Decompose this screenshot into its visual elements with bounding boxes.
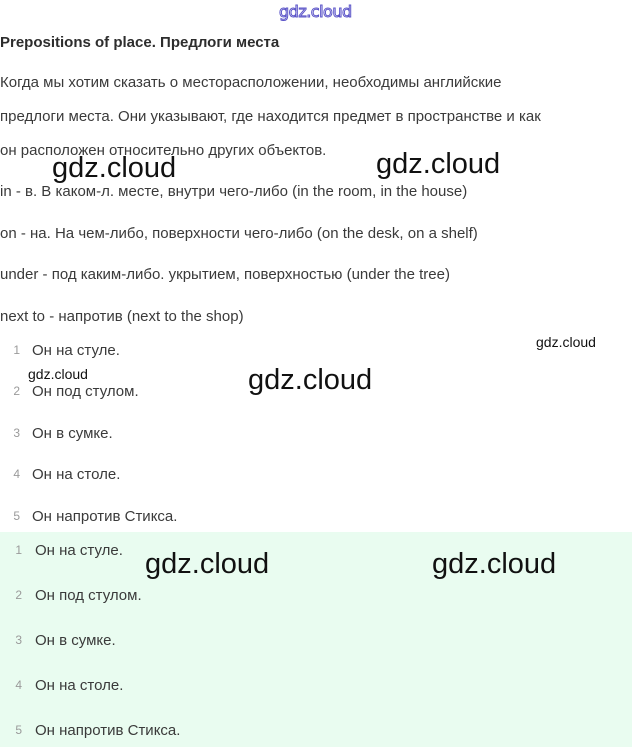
- watermark: gdz.cloud: [145, 548, 270, 580]
- rule-in: in - в. В каком-л. месте, внутри чего-либо (in the room, in the house): [0, 183, 468, 200]
- item-number: 2: [15, 588, 22, 602]
- watermark: gdz.cloud: [52, 152, 177, 184]
- list-item: [0, 335, 120, 365]
- item-number: 5: [13, 509, 20, 523]
- watermark: gdz.cloud: [536, 334, 596, 350]
- rule-under: under - под каким-либо. укрытием, поверхностью (under the tree): [0, 266, 450, 283]
- intro-line: он расположен относительно других объектов.: [0, 142, 327, 159]
- item-number: 3: [13, 426, 20, 440]
- list-item: [0, 459, 120, 489]
- item-text: Он напротив Стикса.: [35, 721, 181, 739]
- item-text: Он на столе.: [35, 676, 124, 694]
- item-number: 5: [15, 723, 22, 737]
- answer-item: [0, 580, 142, 610]
- list-item: [0, 418, 113, 448]
- item-text: Он под стулом.: [35, 586, 142, 604]
- item-number: 4: [15, 678, 22, 692]
- item-text: Он в сумке.: [32, 424, 113, 442]
- item-text: Он в сумке.: [35, 631, 116, 649]
- answer-item: [0, 715, 180, 745]
- answer-item: [0, 535, 123, 565]
- intro-line: предлоги места. Они указывают, где находится предмет в пространстве и как: [0, 108, 541, 125]
- watermark: gdz.cloud: [432, 548, 557, 580]
- watermark: gdz.cloud: [248, 364, 373, 396]
- watermark: gdz.cloud: [376, 148, 501, 180]
- item-text: Он на стуле.: [35, 541, 123, 559]
- rule-next-to: next to - напротив (next to the shop): [0, 308, 244, 325]
- intro-line: Когда мы хотим сказать о месторасположении, необходимы английские: [0, 74, 502, 91]
- item-number: 2: [13, 384, 20, 398]
- item-text: Он на столе.: [32, 465, 121, 483]
- watermark: gdz.cloud: [28, 366, 88, 382]
- item-number: 4: [13, 467, 20, 481]
- site-logo[interactable]: gdz.cloud: [279, 2, 352, 21]
- item-number: 1: [13, 343, 20, 357]
- item-number: 1: [15, 543, 22, 557]
- list-item: [0, 501, 177, 531]
- answer-item: [0, 670, 123, 700]
- item-number: 3: [15, 633, 22, 647]
- answer-item: [0, 625, 116, 655]
- page-title: Prepositions of place. Предлоги места: [0, 34, 280, 51]
- item-text: Он под стулом.: [32, 382, 139, 400]
- item-text: Он на стуле.: [32, 341, 120, 359]
- rule-on: on - на. На чем-либо, поверхности чего-либо (on the desk, on a shelf): [0, 225, 478, 242]
- item-text: Он напротив Стикса.: [32, 507, 178, 525]
